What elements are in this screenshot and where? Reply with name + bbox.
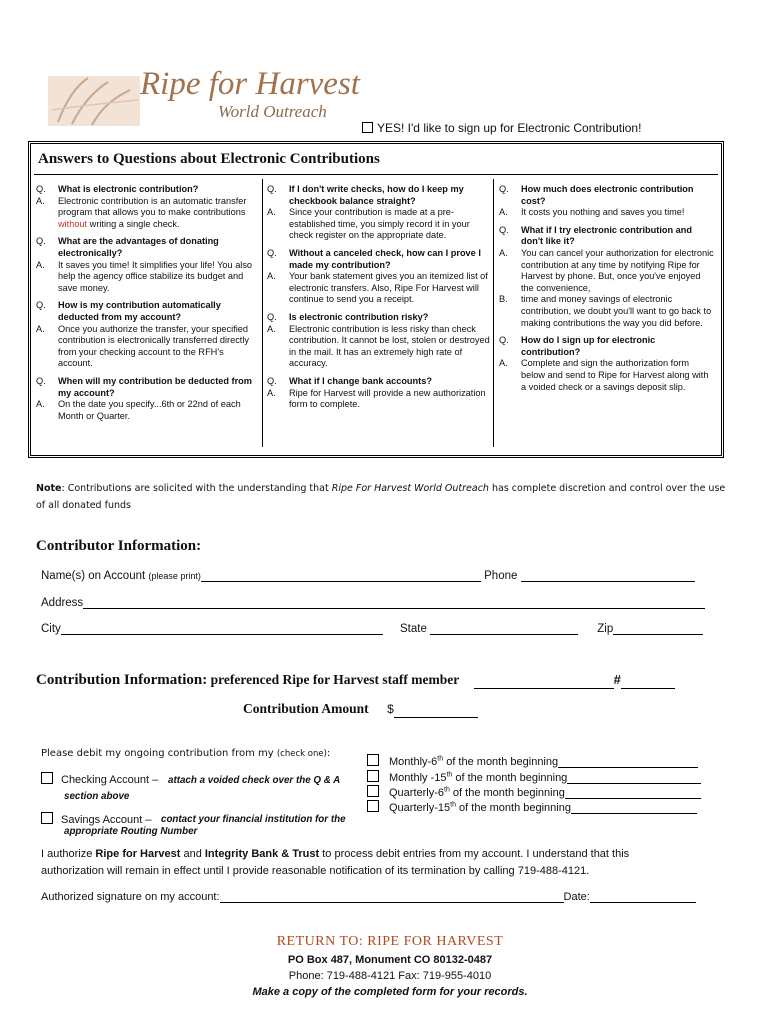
address-row: Address (41, 597, 705, 609)
faq-column-2 (267, 184, 491, 411)
savings-checkbox[interactable] (41, 812, 53, 824)
amount-field[interactable] (394, 706, 478, 718)
signup-checkbox[interactable] (362, 122, 373, 133)
monthly-6-option[interactable]: Monthly-6th of the month beginning (367, 754, 698, 768)
quarterly-15-option[interactable]: Quarterly-15th of the month beginning (367, 800, 697, 814)
faq-answer: A. Once you authorize the transfer, your specified contribution is electronically transferred directly from your checking account to the RFH's account. (36, 323, 249, 369)
quarterly-6-option[interactable]: Quarterly-6th of the month beginning (367, 785, 701, 799)
faq-answer: A. Since your contribution is made at a pre-established time, you simply record it in your check register on the appropriate date. (267, 207, 470, 241)
faq-question: Q. How much does electronic contribution cost? (499, 184, 694, 206)
monthly-6-date-field[interactable] (558, 756, 698, 768)
faq-answer: A. Ripe for Harvest will provide a new authorization form to complete. (267, 387, 486, 410)
faq-answer: A. It saves you time! It simplifies your life! You also help the agency office stabilize its budget and save money. (36, 259, 253, 293)
faq-answer: A. Complete and sign the authorization form below and send to Ripe for Harvest along with a voided check or a savings deposit slip. (499, 358, 709, 392)
checking-note: attach a voided check over the Q & A section above (64, 775, 340, 802)
logo-brand: Ripe for Harvest (140, 66, 360, 102)
faq-answer: A. Your bank statement gives you an itemized list of electronic transfers. Also, Ripe For Harvest will continue to send you a receipt. (267, 271, 488, 305)
faq-title: Answers to Questions about Electronic Contributions (38, 151, 380, 167)
address-field[interactable] (83, 597, 705, 609)
signature-row: Authorized signature on my account: Date: (41, 891, 696, 903)
faq-question: Q. If I don't write checks, how do I keep my checkbook balance straight? (267, 184, 464, 206)
logo (48, 66, 360, 128)
column-divider (262, 179, 263, 447)
faq-column-1 (36, 184, 260, 422)
date-field[interactable] (590, 891, 696, 903)
faq-answer: A. Electronic contribution is less risky than check contribution. It cannot be lost, stolen or destroyed in the mail. It has an extremely high rate of accuracy. (267, 323, 490, 369)
faq-box (28, 141, 724, 458)
staff-number-field[interactable] (621, 677, 675, 689)
faq-question: Q. Without a canceled check, how can I prove I made my contribution? (267, 247, 481, 270)
return-heading: RETURN TO: RIPE FOR HARVEST (276, 934, 504, 949)
quarterly-15-checkbox[interactable] (367, 800, 379, 812)
savings-note: contact your financial institution for the appropriate Routing Number (64, 814, 346, 837)
checking-option[interactable]: Checking Account – (41, 772, 158, 786)
faq-answer: A. It costs you nothing and saves you time! (499, 207, 685, 218)
signature-field[interactable] (220, 891, 564, 903)
faq-question: Q. How do I sign up for electronic contribution? (499, 335, 656, 357)
faq-question: Q. What is electronic contribution? (36, 184, 199, 194)
faq-question: Q. What if I change bank accounts? (267, 375, 432, 386)
zip-field[interactable] (613, 623, 703, 635)
contact-phone: Phone: 719-488-4121 Fax: 719-955-4010 (288, 970, 492, 982)
faq-column-3 (499, 184, 714, 393)
names-field[interactable] (201, 570, 481, 582)
monthly-6-checkbox[interactable] (367, 754, 379, 766)
amount-row: Contribution Amount $ (243, 700, 478, 718)
monthly-15-checkbox[interactable] (367, 770, 379, 782)
quarterly-15-date-field[interactable] (571, 802, 697, 814)
copy-note: Make a copy of the completed form for your records. (252, 986, 528, 998)
city-field[interactable] (61, 623, 383, 635)
note: Note: Contributions are solicited with the understanding that Ripe For Harvest World Outreach has complete discretion and control over the use of all donated funds (36, 483, 726, 511)
authorization-text: I authorize Ripe for Harvest and Integrity Bank & Trust to process debit entries from my account. I understand that this authorization will remain in effect until I provide reasonable notification of its termination by calling 719-488-4121. (41, 848, 630, 877)
signup-option[interactable] (362, 121, 641, 135)
faq-answer: A. Electronic contribution is an automatic transfer program that allows you to make contributions without writing a single check. (36, 195, 247, 229)
staff-member-field[interactable] (474, 677, 614, 689)
column-divider (493, 179, 494, 447)
logo-subtitle: World Outreach (218, 102, 327, 121)
faq-answer: A. On the date you specify...6th or 22nd of each Month or Quarter. (36, 399, 241, 421)
faq-question: Q. When will my contribution be deducted from my account? (36, 375, 252, 398)
debit-label: Please debit my ongoing contribution from my (check one): (41, 748, 331, 759)
phone-field[interactable] (521, 570, 695, 582)
checking-checkbox[interactable] (41, 772, 53, 784)
faq-answer: B. time and money savings of electronic contribution, we doubt you'll want to go back to making contributions the way you did before. (499, 294, 712, 328)
faq-answer: A. You can cancel your authorization for electronic contribution at any time by notifying Ripe for Harvest by phone. But, once you've enjoyed the convenience, (499, 247, 714, 293)
monthly-15-date-field[interactable] (567, 772, 701, 784)
faq-question: Q. What if I try electronic contribution and don't like it? (499, 224, 692, 247)
wheat-logo-icon (48, 70, 144, 128)
savings-option[interactable]: Savings Account – (41, 812, 152, 826)
quarterly-6-checkbox[interactable] (367, 785, 379, 797)
city-row: City State Zip (41, 623, 703, 635)
po-box: PO Box 487, Monument CO 80132-0487 (287, 954, 493, 966)
contributor-heading: Contributor Information: (36, 538, 202, 554)
quarterly-6-date-field[interactable] (565, 787, 701, 799)
faq-question: Q. What are the advantages of donating electronically? (36, 236, 219, 258)
state-field[interactable] (430, 623, 578, 635)
faq-question: Q. Is electronic contribution risky? (267, 311, 429, 322)
monthly-15-option[interactable]: Monthly -15th of the month beginning (367, 770, 701, 784)
faq-divider (34, 174, 718, 175)
faq-question: Q. How is my contribution automatically deducted from my account? (36, 300, 221, 322)
signup-label: YES! I'd like to sign up for Electronic Contribution! (377, 121, 642, 135)
names-row: Name(s) on Account (please print) Phone (41, 570, 695, 582)
contribution-row: Contribution Information: preferenced Ripe for Harvest staff member # (36, 671, 675, 689)
